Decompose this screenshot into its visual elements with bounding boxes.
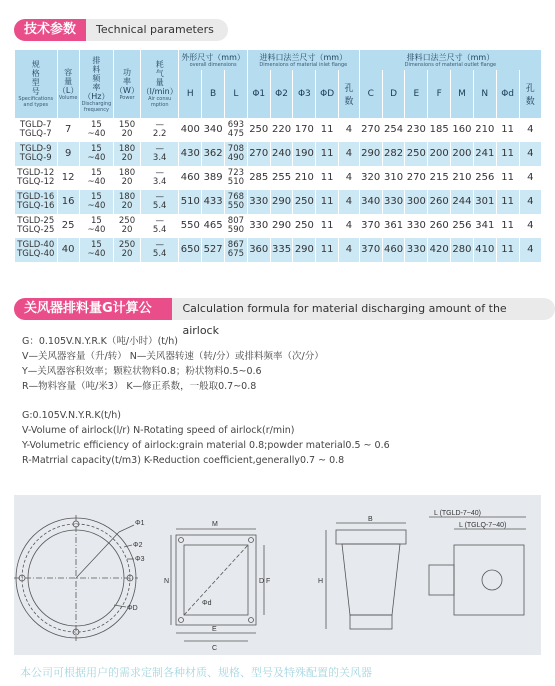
cell-freq: 15 ~40 [79,214,113,238]
header-outlet-flange: 排料口法兰尺寸（mm） Dimensions of material outlet flange [359,50,541,70]
header-B: B [202,70,225,118]
cell-L: 867 675 [225,238,248,262]
header-power: 功 率 （W） Power [114,50,141,118]
cell-p2: 220 [270,118,293,142]
cell-N: 241 [473,142,496,166]
header-E: E [405,70,428,118]
cell-pD: 11 [316,142,339,166]
section-title-cn: 技术参数 [14,19,86,41]
diagonal [184,545,248,615]
cell-pD: 11 [316,118,339,142]
cell-holes2: 4 [519,166,541,190]
cell-freq: 15 ~40 [79,142,113,166]
section-title-en: Calculation formula for material discharging amount of the airlock [172,298,555,320]
cell-L: 807 590 [225,214,248,238]
cell-N: 301 [473,190,496,214]
cell-p1: 330 [247,190,270,214]
cell-p3: 170 [293,118,316,142]
header-volume: 容 量 （L） Volume [57,50,79,118]
cell-F: 420 [428,238,451,262]
cell-B: 340 [202,118,225,142]
header-D: D [382,70,405,118]
cell-p1: 330 [247,214,270,238]
bolt-hole [249,538,254,543]
cell-volume: 9 [57,142,79,166]
label-N: N [164,578,170,585]
cell-F: 260 [428,214,451,238]
header-overall-dimensions: 外形尺寸（mm） overall dimensions [179,50,247,70]
cell-volume: 16 [57,190,79,214]
label-H: H [318,578,324,585]
header-M: M [451,70,474,118]
cell-model: TGLD-9 TGLQ-9 [15,142,58,166]
header-phid: Φd [496,70,519,118]
table-row [15,190,542,214]
cell-pd: 11 [496,118,519,142]
formula-en [22,408,390,468]
cell-L: 693 475 [225,118,248,142]
cell-p3: 290 [293,238,316,262]
bolt-hole [179,618,184,623]
cell-model: TGLD-12 TGLQ-12 [15,166,58,190]
table-row [15,238,542,262]
cell-F: 185 [428,118,451,142]
cell-volume: 40 [57,238,79,262]
formula-cn [22,334,324,394]
motor [429,565,454,595]
cell-B: 433 [202,190,225,214]
side-body [454,545,524,615]
cell-L: 768 550 [225,190,248,214]
cell-pD: 11 [316,214,339,238]
cell-pd: 11 [496,238,519,262]
cell-D: 310 [382,166,405,190]
label-F: F [266,578,271,585]
cell-D: 330 [382,190,405,214]
cell-B: 465 [202,214,225,238]
label-B: B [368,516,373,523]
cell-B: 389 [202,166,225,190]
front-outlet [350,615,392,629]
cell-L: 723 510 [225,166,248,190]
label-phiD: ΦD [127,605,138,612]
cell-M: 160 [451,118,474,142]
cell-holes1: 4 [339,238,360,262]
cell-volume: 25 [57,214,79,238]
leader-line [76,532,119,578]
cell-p3: 250 [293,214,316,238]
cell-D: 361 [382,214,405,238]
formula-line: R—物料容量（吨/米3） K—修正系数，一般取0.7~0.8 [22,381,257,392]
cell-C: 270 [359,118,382,142]
technical-drawing-svg [14,495,541,655]
header-inlet-holes: 孔 数 [339,70,360,118]
section-title-en: Technical parameters [86,19,228,41]
section-technical-parameters-header [14,17,228,43]
cell-pD: 11 [316,238,339,262]
cell-L: 708 490 [225,142,248,166]
cell-holes1: 4 [339,190,360,214]
header-phi1: Φ1 [247,70,270,118]
label-D: D [259,578,265,585]
cell-p3: 190 [293,142,316,166]
cell-air: — 5.4 [141,214,179,238]
cell-holes2: 4 [519,118,541,142]
cell-H: 400 [179,118,202,142]
cell-volume: 12 [57,166,79,190]
header-F: F [428,70,451,118]
header-phi2: Φ2 [270,70,293,118]
cell-p3: 250 [293,190,316,214]
side-rotor-window [482,570,502,590]
cell-power: 250 20 [114,214,141,238]
cell-E: 330 [405,238,428,262]
header-discharge-frequency: 排 料 频 率 （Hz） Discharging frequency [79,50,113,118]
cell-power: 250 20 [114,238,141,262]
cell-holes1: 4 [339,166,360,190]
header-phiD: ΦD [316,70,339,118]
cell-pD: 11 [316,166,339,190]
cell-F: 260 [428,190,451,214]
cell-air: — 3.4 [141,166,179,190]
label-phi1: Φ1 [135,520,145,527]
label-M: M [212,521,218,528]
cell-p2: 255 [270,166,293,190]
section-title-cn: 关风器排料量G计算公式 [14,298,172,320]
cell-p1: 285 [247,166,270,190]
parameters-table [14,50,541,262]
cell-pd: 11 [496,142,519,166]
cell-H: 650 [179,238,202,262]
cell-E: 270 [405,166,428,190]
cell-C: 370 [359,214,382,238]
cell-pd: 11 [496,190,519,214]
cell-freq: 15 ~40 [79,238,113,262]
cell-p1: 360 [247,238,270,262]
header-phi3: Φ3 [293,70,316,118]
cell-E: 230 [405,118,428,142]
cell-holes1: 4 [339,214,360,238]
cell-M: 280 [451,238,474,262]
front-body-hopper [342,544,400,615]
formula-line: V—关风器容量（升/转） N—关风器转速（转/分）或排料频率（次/分） [22,351,324,362]
formula-line: G:0.105V.N.Y.R.K(t/h) [22,410,121,421]
cell-p2: 335 [270,238,293,262]
cell-p1: 270 [247,142,270,166]
formula-line: Y-Volumetric efficiency of airlock:grain material 0.8;powder material0.5 ~ 0.6 [22,440,390,451]
section-formula-header [14,296,555,338]
cell-volume: 7 [57,118,79,142]
technical-drawing [14,495,541,655]
cell-p3: 210 [293,166,316,190]
cell-pd: 11 [496,166,519,190]
cell-holes2: 4 [519,190,541,214]
cell-E: 300 [405,190,428,214]
cell-air: — 2.2 [141,118,179,142]
cell-pd: 11 [496,214,519,238]
table-row [15,214,542,238]
cell-N: 341 [473,214,496,238]
cell-C: 320 [359,166,382,190]
label-L-tgld: L (TGLD-7~40) [434,510,482,517]
cell-power: 180 20 [114,166,141,190]
header-C: C [359,70,382,118]
cell-H: 460 [179,166,202,190]
header-air-consumption: 耗 气 量 （l/min） Air consu mption [141,50,179,118]
cell-H: 550 [179,214,202,238]
bolt-hole [179,538,184,543]
label-phi3: Φ3 [135,556,145,563]
formula-line: V-Volume of airlock(l/r) N-Rotating speed of airlock(r/min) [22,425,295,436]
cell-freq: 15 ~40 [79,166,113,190]
cell-holes2: 4 [519,142,541,166]
cell-power: 180 20 [114,190,141,214]
cell-model: TGLD-25 TGLQ-25 [15,214,58,238]
cell-holes2: 4 [519,214,541,238]
header-L: L [225,70,248,118]
cell-C: 370 [359,238,382,262]
cell-D: 282 [382,142,405,166]
cell-D: 460 [382,238,405,262]
cell-holes1: 4 [339,142,360,166]
leader-line [119,525,134,532]
formula-line: G：0.105V.N.Y.R.K（吨/小时）(t/h) [22,336,178,347]
cell-H: 510 [179,190,202,214]
header-outlet-holes: 孔 数 [519,70,541,118]
cell-N: 210 [473,118,496,142]
cell-p2: 240 [270,142,293,166]
cell-M: 256 [451,214,474,238]
cell-C: 290 [359,142,382,166]
cell-F: 215 [428,166,451,190]
cell-holes1: 4 [339,118,360,142]
outlet-flange-outline [176,535,256,625]
cell-model: TGLD-40 TGLQ-40 [15,238,58,262]
cell-E: 250 [405,142,428,166]
cell-B: 362 [202,142,225,166]
cell-B: 527 [202,238,225,262]
cell-pD: 11 [316,190,339,214]
cell-p2: 290 [270,190,293,214]
cell-E: 330 [405,214,428,238]
cell-air: — 5.4 [141,190,179,214]
bolt-hole [249,618,254,623]
label-phi2: Φ2 [133,542,143,549]
table-row [15,142,542,166]
cell-C: 340 [359,190,382,214]
cell-p2: 290 [270,214,293,238]
cell-F: 200 [428,142,451,166]
cell-model: TGLD-16 TGLQ-16 [15,190,58,214]
leader-line [124,545,132,547]
cell-N: 410 [473,238,496,262]
formula-line: Y—关风器容积效率；颗粒状物料0.8；粉状物料0.5~0.6 [22,366,262,377]
cell-power: 180 20 [114,142,141,166]
label-phid: Φd [202,600,212,607]
cell-freq: 15 ~40 [79,190,113,214]
formula-line: R-Matrrial capacity(t/m3) K-Reduction coefficient,generally0.7 ~ 0.8 [22,455,345,466]
cell-holes2: 4 [519,238,541,262]
label-C: C [212,645,218,652]
cell-D: 254 [382,118,405,142]
cell-air: — 3.4 [141,142,179,166]
cell-H: 430 [179,142,202,166]
cell-M: 210 [451,166,474,190]
label-L-tglq: L (TGLQ-7~40) [459,522,507,529]
footer-note: 本公司可根据用户的需求定制各种材质、规格、型号及特殊配置的关风器 [20,666,372,679]
cell-M: 200 [451,142,474,166]
header-model: 规 格 型 号 Specifications and types [15,50,58,118]
cell-p1: 250 [247,118,270,142]
cell-air: — 5.4 [141,238,179,262]
front-body-top [336,530,406,544]
table-row [15,166,542,190]
cell-M: 244 [451,190,474,214]
cell-freq: 15 ~40 [79,118,113,142]
cell-model: TGLD-7 TGLQ-7 [15,118,58,142]
header-N: N [473,70,496,118]
label-E: E [212,626,217,633]
header-inlet-flange: 进料口法兰尺寸（mm） Dimensions of material inlet flange [247,50,359,70]
table-row [15,118,542,142]
cell-N: 256 [473,166,496,190]
header-H: H [179,70,202,118]
leader-line [114,605,126,607]
cell-power: 150 20 [114,118,141,142]
